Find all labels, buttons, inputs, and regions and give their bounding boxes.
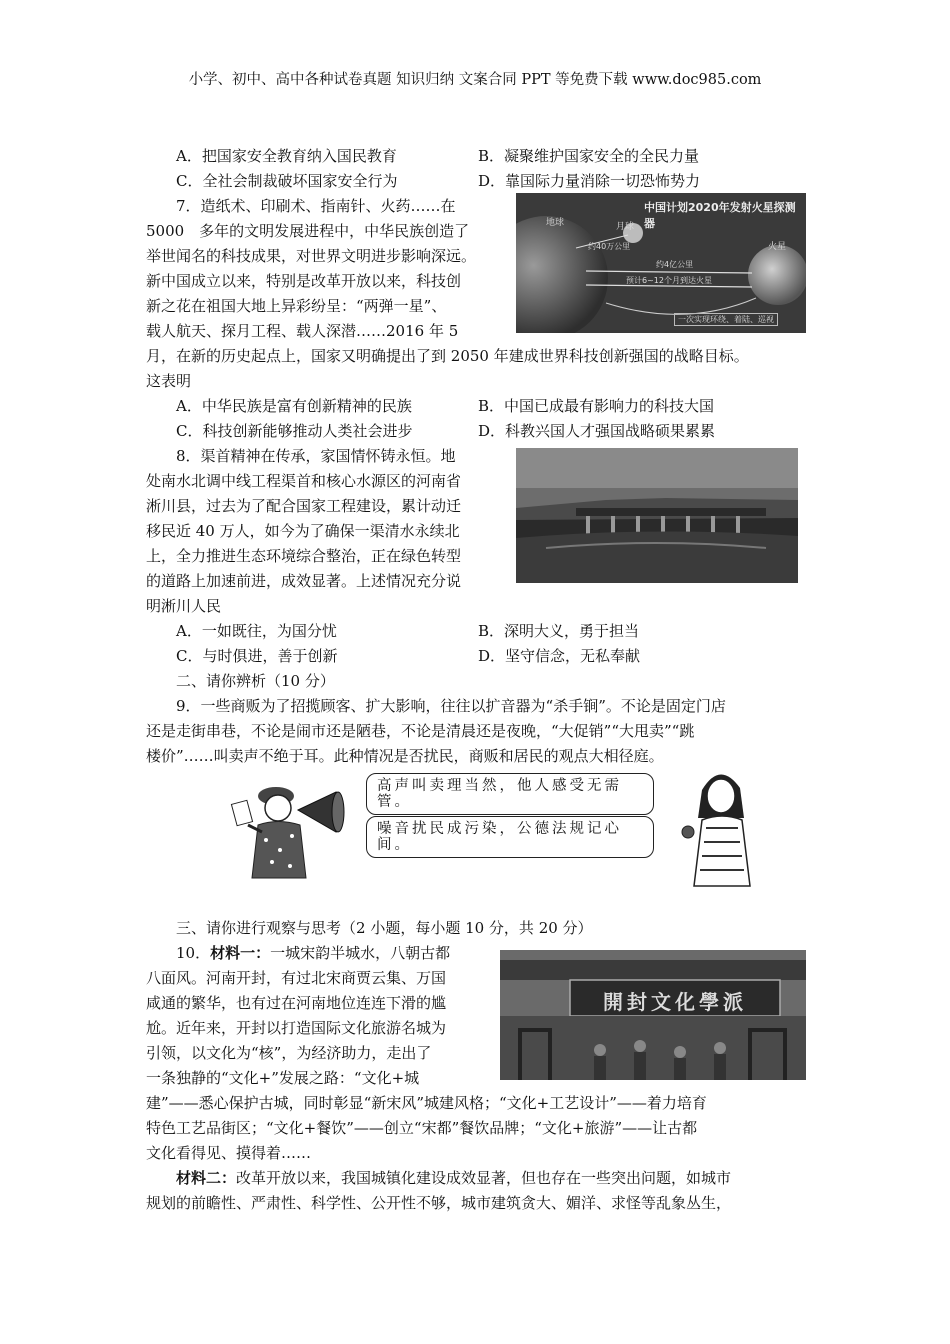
q8-line-1: 8．渠首精神在传承，家国情怀铸永恒。地 [176,447,456,465]
distance-moon-label: 约40万公里 [588,242,631,251]
q6-option-b: B．凝聚维护国家安全的全民力量 [478,147,700,165]
q10-line-5: 引领，以文化为“核”，为经济助力，走出了 [146,1044,432,1062]
q9-line-1: 9．一些商贩为了招揽顾客、扩大影响，往往以扩音器为“杀手锏”。不论是固定门店 [176,697,726,715]
mars-label: 火星 [768,242,787,252]
mars-probe-figure [516,193,806,333]
q10-material-2-line-2: 规划的前瞻性、严肃性、科学性、公开性不够，城市建筑贪大、媚洋、求怪等乱象丛生， [146,1194,732,1212]
q7-option-b: B．中国已成最有影响力的科技大国 [478,397,715,415]
q10-line-2: 八面风。河南开封，有过北宋商贾云集、万国 [146,969,447,987]
q7-line-3: 举世闻名的科技成果，对世界文明进步影响深远。 [146,247,477,265]
q10-line-6: 一条独静的“文化+”发展之路：“文化+城 [146,1069,420,1087]
q7-line-2: 5000 多年的文明发展进程中，中华民族创造了 [146,222,470,240]
travel-time-label: 预计6~12个月到达火星 [626,276,712,285]
material-2-label: 材料二： [176,1169,237,1187]
mars-icon [748,245,806,305]
q7-line-1: 7．造纸术、印刷术、指南针、火药……在 [176,197,456,215]
q8-line-4: 移民近 40 万人，如今为了确保一渠清水永续北 [146,522,460,540]
q10-line-4: 尬。近年来，开封以打造国际文化旅游名城为 [146,1019,447,1037]
vendor-speech-bubble: 高声叫卖理当然，他人感受无需管。 [366,773,654,815]
q6-option-a: A．把国家安全教育纳入国民教育 [176,147,397,165]
kaifeng-gate-photo [500,950,806,1080]
q10-number: 10． [176,944,211,962]
figure-title: 中国计划2020年发射火星探测器 [644,201,796,230]
distance-mars-label: 约4亿公里 [656,260,694,269]
material-2-text-1: 改革开放以来，我国城镇化建设成效显著，但也存在一些突出问题，如城市 [236,1169,732,1187]
q7-line-8: 这表明 [146,372,192,390]
resident-woman-illustration [680,762,760,887]
q6-option-c: C．全社会制裁破坏国家安全行为 [176,172,398,190]
page-header: 小学、初中、高中各种试卷真题 知识归纳 文案合同 PPT 等免费下载 www.doc985.com [188,72,762,88]
resident-speech-bubble: 噪音扰民成污染，公德法规记心间。 [366,816,654,858]
gate-sign: 開封文化學派 [603,990,747,1014]
q8-option-a: A．一如既往，为国分忧 [176,622,337,640]
q8-option-d: D．坚守信念，无私奉献 [478,647,641,665]
q6-option-d: D．靠国际力量消除一切恐怖势力 [478,172,701,190]
q10-line-3: 咸通的繁华，也有过在河南地位连连下滑的尴 [146,994,447,1012]
q10-line-7: 建”——悉心保护古城，同时彰显“新宋风”城建风格；“文化+工艺设计”——着力培育 [146,1094,707,1112]
moon-label: 月球 [616,222,635,232]
q8-line-5: 上，全力推进生态环境综合整治，正在绿色转型 [146,547,462,565]
earth-label: 地球 [546,218,565,228]
q7-option-d: D．科教兴国人才强国战略硕果累累 [478,422,716,440]
q10-line-1-text: 一城宋韵半城水，八朝古都 [270,944,451,962]
earth-icon [516,216,608,333]
q7-line-4: 新中国成立以来，特别是改革开放以来，科技创 [146,272,462,290]
q7-line-6: 载人航天、探月工程、载人深潜……2016 年 5 [146,322,459,340]
q10-material-2-line-1 [176,1168,731,1188]
material-1-label: 材料一： [210,944,271,962]
megaphone-icon [298,792,336,832]
q8-line-3: 淅川县，过去为了配合国家工程建设，累计动迁 [146,497,462,515]
q10-line-1 [176,943,450,963]
vendor-megaphone-illustration [228,770,368,880]
section-3-heading: 三、请你进行观察与思考（2 小题，每小题 10 分，共 20 分） [176,919,593,937]
section-2-heading: 二、请你辨析（10 分） [176,672,335,690]
q8-option-b: B．深明大义，勇于担当 [478,622,640,640]
q7-line-5: 新之花在祖国大地上异彩纷呈：“两弹一星”、 [146,297,447,315]
q7-option-c: C．科技创新能够推动人类社会进步 [176,422,413,440]
orbit-note-label: 一次实现环绕、着陆、巡视 [674,313,778,326]
q8-line-2: 处南水北调中线工程渠首和核心水源区的河南省 [146,472,462,490]
q7-line-7: 月，在新的历史起点上，国家又明确提出了到 2050 年建成世界科技创新强国的战略目标。 [146,347,749,365]
q7-option-a: A．中华民族是富有创新精神的民族 [176,397,412,415]
q9-line-2: 还是走街串巷，不论是闹市还是陋巷，不论是清晨还是夜晚，“大促销”“大甩卖”“跳 [146,722,695,740]
q10-line-8: 特色工艺品街区；“文化+餐饮”——创立“宋都”餐饮品牌；“文化+旅游”——让古都 [146,1119,698,1137]
q8-line-7: 明淅川人民 [146,597,222,615]
q8-option-c: C．与时俱进，善于创新 [176,647,338,665]
q10-line-9: 文化看得见、摸得着…… [146,1144,312,1162]
q9-line-3: 楼价”……叫卖声不绝于耳。此种情况是否扰民，商贩和居民的观点大相径庭。 [146,747,664,765]
q8-line-6: 的道路上加速前进，成效显著。上述情况充分说 [146,572,462,590]
canal-photo [516,448,798,583]
